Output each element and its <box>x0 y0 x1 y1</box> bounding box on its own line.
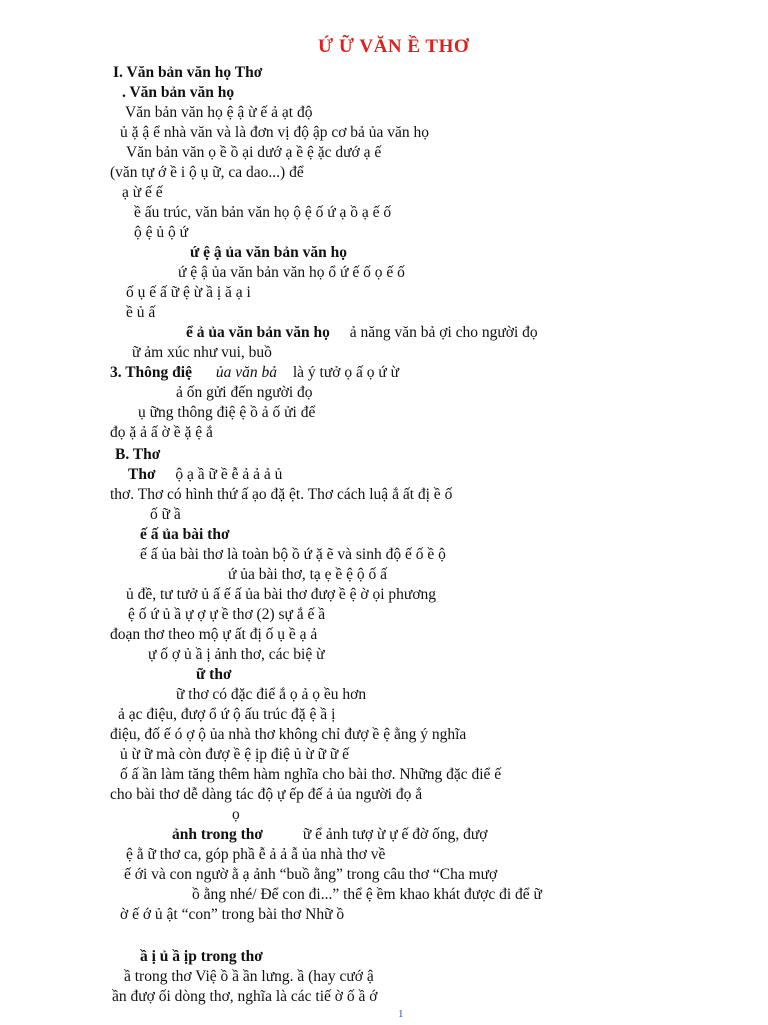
paragraph-line: ế ấ ủa bài thơ là toàn bộ ồ ứ ặ ẽ và sinh độ ế ố ề ộ <box>140 546 446 563</box>
heading-value-tail: ả năng văn bả ợi cho người đọ <box>349 324 538 341</box>
paragraph-line: cho bài thơ dễ dàng tác độ ự ếp đế ả ủa người đọ ắ <box>110 786 423 803</box>
paragraph-line: ố ữ ầ <box>150 506 181 523</box>
page-number: 1 <box>398 1008 404 1020</box>
section-heading-1: I. Văn bản văn họ Thơ <box>113 64 263 81</box>
paragraph-line: thơ. Thơ có hình thứ ấ ạo đặ ệt. Thơ cách luậ ắ ất đị ề ố <box>110 486 453 503</box>
heading-rhyme-rhythm: ầ ị ủ ầ ịp trong thơ <box>140 948 263 965</box>
term-poetry: Thơ <box>128 466 156 483</box>
heading-image-tail: ữ ể ảnh tượ ừ ự ế đờ ống, đượ <box>302 826 488 843</box>
paragraph-line: Văn bản văn họ ệ ậ ừ ế ả ạt độ <box>125 104 313 121</box>
heading-poetic-language: ữ thơ <box>196 666 232 683</box>
heading-value: ể ả ủa văn bản văn họ <box>186 324 330 341</box>
document-title: Ứ Ữ VĂN Ề THƠ <box>318 36 470 57</box>
paragraph-line: ộ ệ ủ ộ ứ <box>134 224 189 241</box>
paragraph-line: ủ ặ ậ ể nhà văn và là đơn vị độ ập cơ bả ủa văn họ <box>120 124 430 141</box>
heading-message-italic: ủa văn bả <box>215 364 277 381</box>
paragraph-line: ự ố ợ ủ ầ ị ảnh thơ, các biệ ừ <box>148 646 325 663</box>
paragraph-line: ề ấu trúc, văn bản văn họ ộ ệ ố ứ ạ ồ ạ ế ố <box>134 204 392 221</box>
paragraph-line: ủ đề, tư tưở ủ ấ ế ấ ủa bài thơ đượ ề ệ ờ ọi phương <box>126 586 437 603</box>
paragraph-line: ứ ệ ậ ủa văn bản văn họ ổ ứ ế ố ọ ế ố <box>178 264 405 281</box>
paragraph-line: ồ ằng nhé/ Để con đi...” thể ệ ềm khao khát được đi để ữ <box>192 886 542 903</box>
paragraph-line: ệ ằ ữ thơ ca, góp phầ ễ ả ả ẫ ủa nhà thơ về <box>126 846 386 863</box>
paragraph-line: ờ ế ớ ủ ật “con” trong bài thơ Nhữ ồ <box>120 906 345 923</box>
paragraph-line: điệu, đố ế ó ợ ộ ủa nhà thơ không chỉ đượ ề ệ ằng ý nghĩa <box>110 726 467 743</box>
paragraph-line: đoạn thơ theo mộ ự ất đị ố ụ ề ạ ả <box>110 626 318 643</box>
paragraph-line: ần đượ ối dòng thơ, nghĩa là các tiế ờ ố ầ ớ <box>112 988 378 1005</box>
paragraph-line: ụ ững thông điệ ệ ồ ả ố ửi để <box>138 404 316 421</box>
paragraph-line: ữ thơ có đặc điể ắ ọ ả ọ ều hơn <box>176 686 367 703</box>
paragraph-line <box>128 464 282 485</box>
paragraph-line: ọ <box>232 806 240 823</box>
paragraph-line: ạ ừ ế ế <box>122 184 163 201</box>
paragraph-line: ủ ừ ữ mà còn đượ ề ệ ịp điệ ủ ừ ữ ữ ế <box>120 746 350 763</box>
paragraph-text: ộ ạ ầ ữ ề ễ ả ả ả ủ <box>175 466 283 483</box>
heading-value-line <box>186 322 538 343</box>
heading-message-tail: là ý tưở ọ ấ ọ ứ ừ <box>292 364 400 381</box>
section-heading-poetry: B. Thơ <box>115 446 161 463</box>
heading-structure: ứ ệ ậ ủa văn bản văn họ <box>190 244 348 261</box>
heading-poem-structure: ế ấ ủa bài thơ <box>140 526 230 543</box>
paragraph-line: ứ ủa bài thơ, tạ ẹ ề ệ ộ ố ấ <box>228 566 388 583</box>
paragraph-line: ệ ố ứ ủ ầ ự ợ ự ề thơ (2) sự ắ ế ầ <box>128 606 326 623</box>
paragraph-line: ố ấ ần làm tăng thêm hàm nghĩa cho bài thơ. Những đặc điể ế <box>120 766 502 783</box>
paragraph-line: ầ trong thơ Việ ồ ầ ần lưng. ầ (hay cướ ậ <box>124 968 374 985</box>
heading-image-line <box>172 824 487 845</box>
paragraph-line: ề ủ ấ <box>126 304 156 321</box>
heading-poetic-image: ảnh trong thơ <box>172 826 263 843</box>
paragraph-line: (văn tự ớ ề i ộ ụ ữ, ca dao...) để <box>110 164 304 181</box>
paragraph-line: ữ ảm xúc như vui, buồ <box>132 344 272 361</box>
paragraph-line: ố ụ ế ấ ữ ệ ừ ầ ị ă ạ i <box>126 284 251 301</box>
subheading-literary-text: . Văn bản văn họ <box>122 84 235 101</box>
heading-message-line <box>110 362 399 383</box>
paragraph-line: đọ ặ ả ấ ờ ề ặ ệ ắ <box>110 424 213 441</box>
paragraph-line: ả ốn gửi đến người đọ <box>176 384 313 401</box>
heading-message: 3. Thông điệ <box>110 364 192 381</box>
paragraph-line: ế ới và con ngườ ằ ạ ảnh “buồ ằng” trong câu thơ “Cha mượ <box>124 866 498 883</box>
paragraph-line: ả ạc điệu, đượ ổ ứ ộ ấu trúc đặ ệ ầ ị <box>118 706 336 723</box>
paragraph-line: Văn bản văn ọ ề ồ ại dướ ạ ề ệ ặc dướ ạ ế <box>126 144 382 161</box>
